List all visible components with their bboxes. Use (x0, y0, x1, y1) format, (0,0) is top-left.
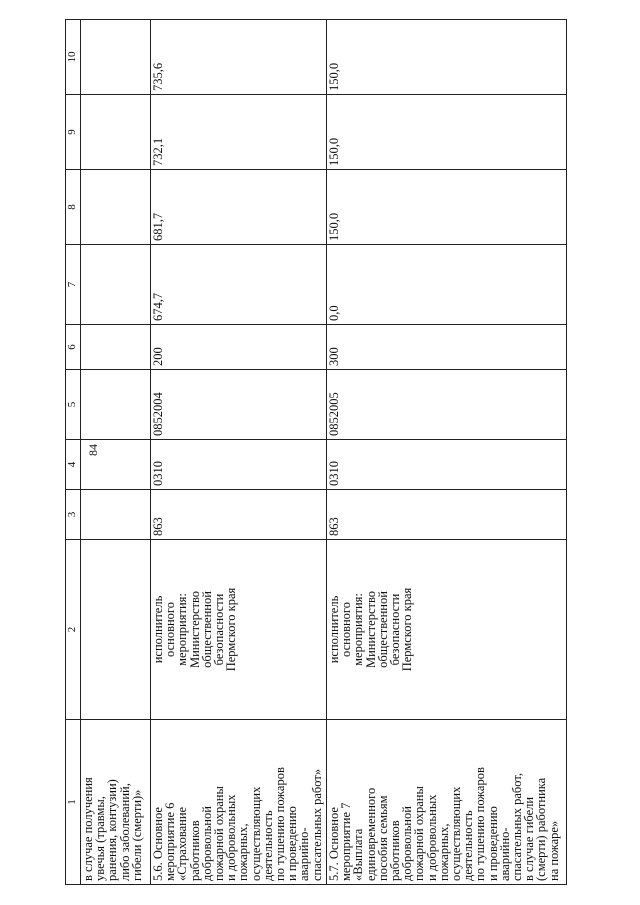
table-cell: 150,0 (327, 95, 567, 170)
table-cell (81, 95, 151, 170)
table-cell: 863 (151, 490, 327, 540)
table-cell: 681,7 (151, 170, 327, 245)
header-cell: 7 (66, 245, 81, 325)
table-cell: 0310 (327, 440, 567, 490)
table-cell: 200 (151, 325, 327, 370)
table-cell (81, 490, 151, 540)
header-cell: 6 (66, 325, 81, 370)
executor-cell (81, 540, 151, 720)
budget-table (65, 19, 567, 885)
header-cell: 1 (66, 720, 81, 885)
table-cell: 150,0 (327, 170, 567, 245)
table-cell (81, 20, 151, 95)
executor-cell: исполнитель основного мероприятия: Министерство общественной безопасности Пермского края (151, 540, 327, 720)
table-cell: 0310 (151, 440, 327, 490)
header-cell: 10 (66, 20, 81, 95)
table-cell (81, 370, 151, 440)
table-row (81, 20, 151, 885)
table-cell: 674,7 (151, 245, 327, 325)
table-cell (81, 245, 151, 325)
header-cell: 4 (66, 440, 81, 490)
table-container (65, 20, 560, 885)
header-cell: 2 (66, 540, 81, 720)
activity-name-cell: 5.7. Основное мероприятие 7 «Выплата единовременного пособия семьям работников добровольной пожарной охраны и добровольных пожарных, осуществляющих деятельность по тушению пожаров и проведению аварийно- спасательных работ, в случае гибели (смерти) работника на пожаре» (327, 720, 567, 885)
header-cell: 9 (66, 95, 81, 170)
table-cell: 0,0 (327, 245, 567, 325)
header-cell: 8 (66, 170, 81, 245)
header-cell: 5 (66, 370, 81, 440)
activity-name-cell: в случае получения увечья (травмы, ранения, контузии) либо заболеваний, гибели (смерти)» (81, 720, 151, 885)
table-cell: 732,1 (151, 95, 327, 170)
table-cell: 735,6 (151, 20, 327, 95)
table-cell (81, 440, 151, 490)
table-cell: 300 (327, 325, 567, 370)
table-cell: 150,0 (327, 20, 567, 95)
activity-name-cell: 5.6. Основное мероприятие 6 «Страхование работников добровольной пожарной охраны и добровольных пожарных, осуществляющих деятельность по тушению пожаров и проведению аварийно- спасательных работ» (151, 720, 327, 885)
header-cell: 3 (66, 490, 81, 540)
table-cell: 0852005 (327, 370, 567, 440)
table-cell (81, 325, 151, 370)
table-cell (81, 170, 151, 245)
table-cell: 863 (327, 490, 567, 540)
executor-cell: исполнитель основного мероприятия: Министерство общественной безопасности Пермского края (327, 540, 567, 720)
table-cell: 0852004 (151, 370, 327, 440)
page-number: 84 (86, 444, 100, 456)
table-row (327, 20, 567, 885)
header-row (66, 20, 81, 885)
table-row (151, 20, 327, 885)
